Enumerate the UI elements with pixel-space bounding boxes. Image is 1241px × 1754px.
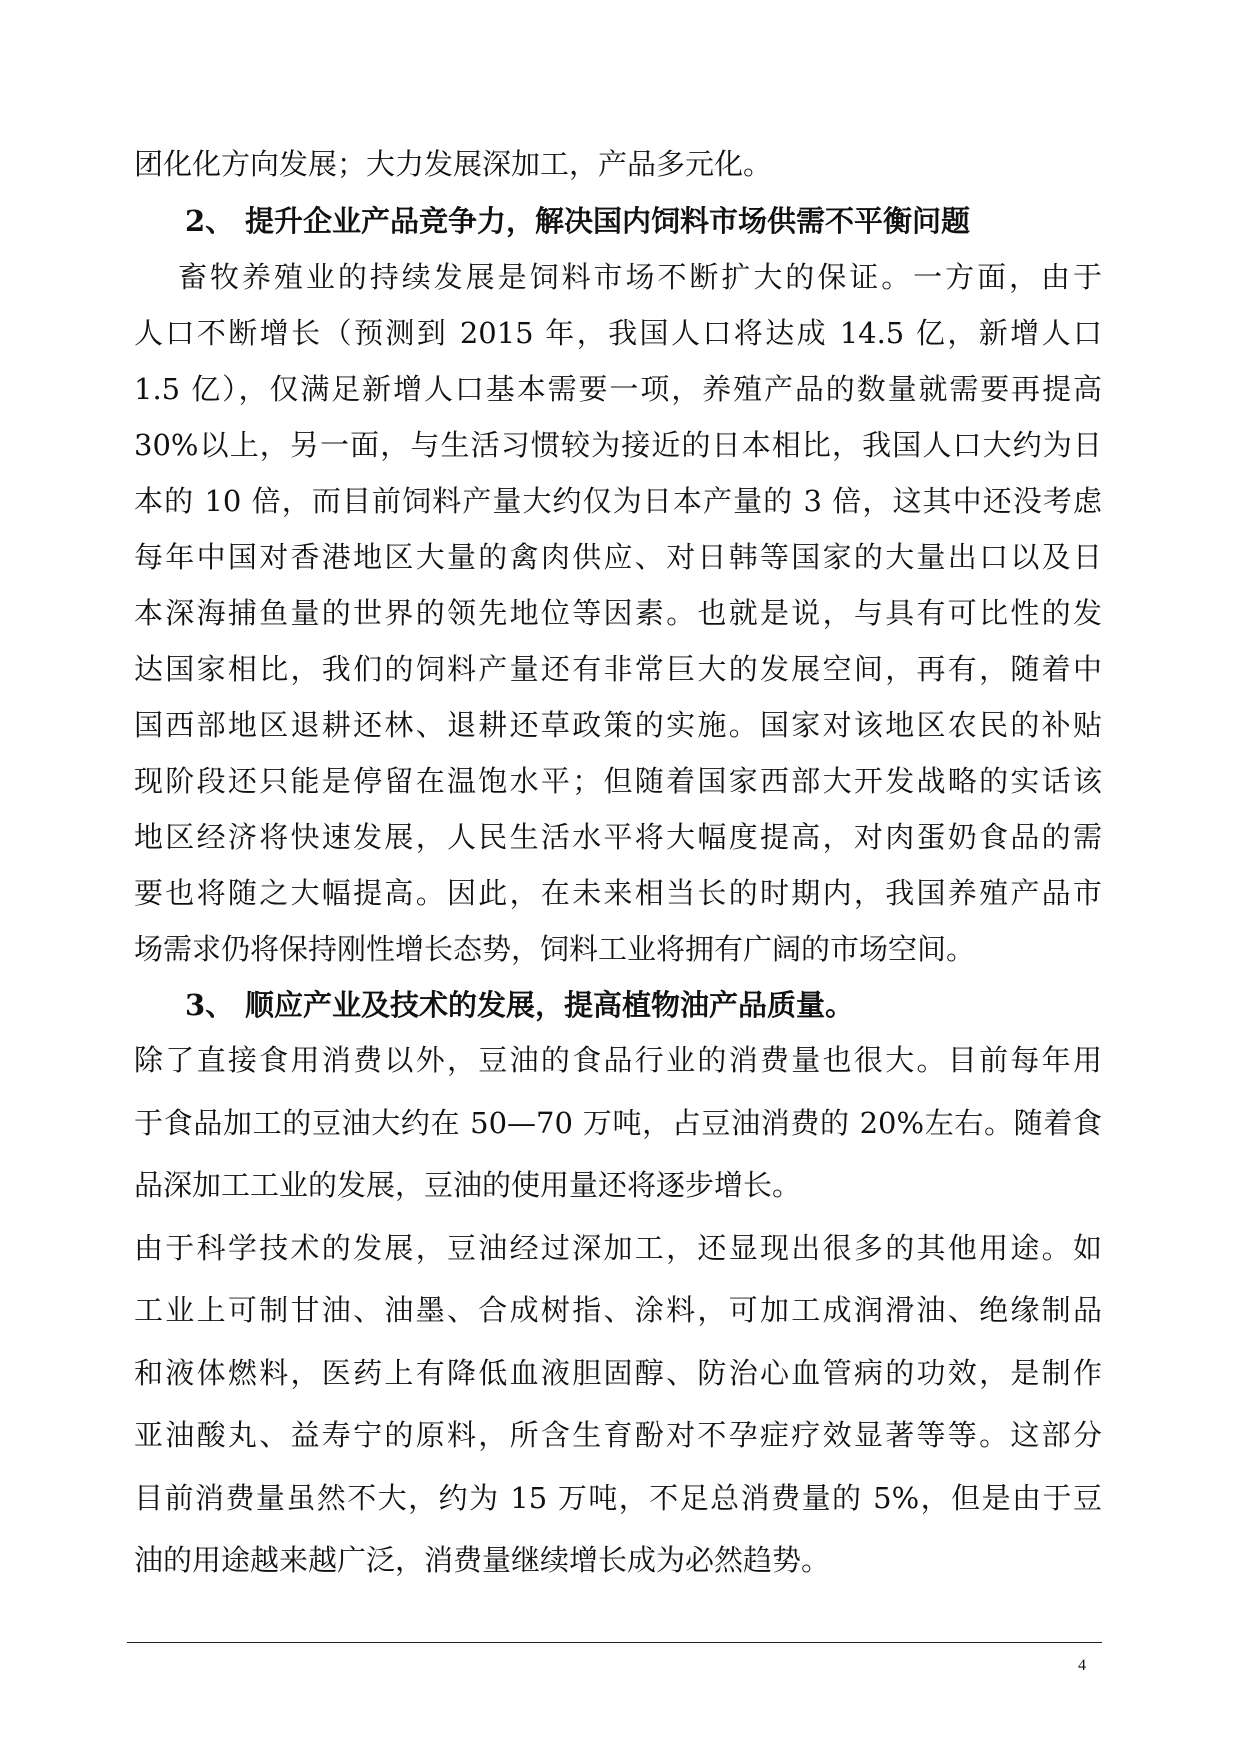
paragraph-line: 本深海捕鱼量的世界的领先地位等因素。也就是说，与具有可比性的发 <box>134 596 1102 630</box>
section-number: 2、 <box>185 204 235 238</box>
paragraph-line: 由于科学技术的发展，豆油经过深加工，还显现出很多的其他用途。如 <box>134 1231 1102 1265</box>
page-number: 4 <box>1078 1657 1086 1674</box>
paragraph-line: 目前消费量虽然不大，约为 15 万吨，不足总消费量的 5%，但是由于豆 <box>134 1481 1102 1515</box>
paragraph-line: 畜牧养殖业的持续发展是饲料市场不断扩大的保证。一方面，由于 <box>178 260 1102 294</box>
paragraph-line: 团化化方向发展；大力发展深加工，产品多元化。 <box>134 147 773 181</box>
section-title: 提升企业产品竞争力，解决国内饲料市场供需不平衡问题 <box>245 204 971 238</box>
paragraph-line: 本的 10 倍，而目前饲料产量大约仅为日本产量的 3 倍，这其中还没考虑 <box>134 484 1102 518</box>
paragraph-line: 品深加工工业的发展，豆油的使用量还将逐步增长。 <box>134 1168 802 1202</box>
section-title: 顺应产业及技术的发展，提高植物油产品质量。 <box>245 988 855 1022</box>
paragraph-line: 人口不断增长（预测到 2015 年，我国人口将达成 14.5 亿，新增人口 <box>134 316 1102 350</box>
section-heading-3 <box>185 983 854 1027</box>
footer-divider <box>127 1642 1102 1643</box>
paragraph-line: 达国家相比，我们的饲料产量还有非常巨大的发展空间，再有，随着中 <box>134 652 1102 686</box>
section-heading-2 <box>185 199 970 243</box>
paragraph-line: 除了直接食用消费以外，豆油的食品行业的消费量也很大。目前每年用 <box>134 1043 1102 1077</box>
paragraph-line: 亚油酸丸、益寿宁的原料，所含生育酚对不孕症疗效显著等等。这部分 <box>134 1418 1102 1452</box>
section-number: 3、 <box>185 988 235 1022</box>
paragraph-line: 场需求仍将保持刚性增长态势，饲料工业将拥有广阔的市场空间。 <box>134 932 976 966</box>
paragraph-line: 和液体燃料，医药上有降低血液胆固醇、防治心血管病的功效，是制作 <box>134 1356 1102 1390</box>
paragraph-line: 现阶段还只能是停留在温饱水平；但随着国家西部大开发战略的实话该 <box>134 764 1102 798</box>
paragraph-line: 于食品加工的豆油大约在 50—70 万吨，占豆油消费的 20%左右。随着食 <box>134 1106 1102 1140</box>
paragraph-line: 30%以上，另一面，与生活习惯较为接近的日本相比，我国人口大约为日 <box>134 428 1102 462</box>
paragraph-line: 地区经济将快速发展，人民生活水平将大幅度提高，对肉蛋奶食品的需 <box>134 820 1102 854</box>
paragraph-line: 国西部地区退耕还林、退耕还草政策的实施。国家对该地区农民的补贴 <box>134 708 1102 742</box>
paragraph-line: 工业上可制甘油、油墨、合成树指、涂料，可加工成润滑油、绝缘制品 <box>134 1293 1102 1327</box>
paragraph-line: 要也将随之大幅提高。因此，在未来相当长的时期内，我国养殖产品市 <box>134 876 1102 910</box>
paragraph-line: 油的用途越来越广泛，消费量继续增长成为必然趋势。 <box>134 1543 831 1577</box>
paragraph-line: 每年中国对香港地区大量的禽肉供应、对日韩等国家的大量出口以及日 <box>134 540 1102 574</box>
paragraph-line: 1.5 亿），仅满足新增人口基本需要一项，养殖产品的数量就需要再提高 <box>134 372 1102 406</box>
